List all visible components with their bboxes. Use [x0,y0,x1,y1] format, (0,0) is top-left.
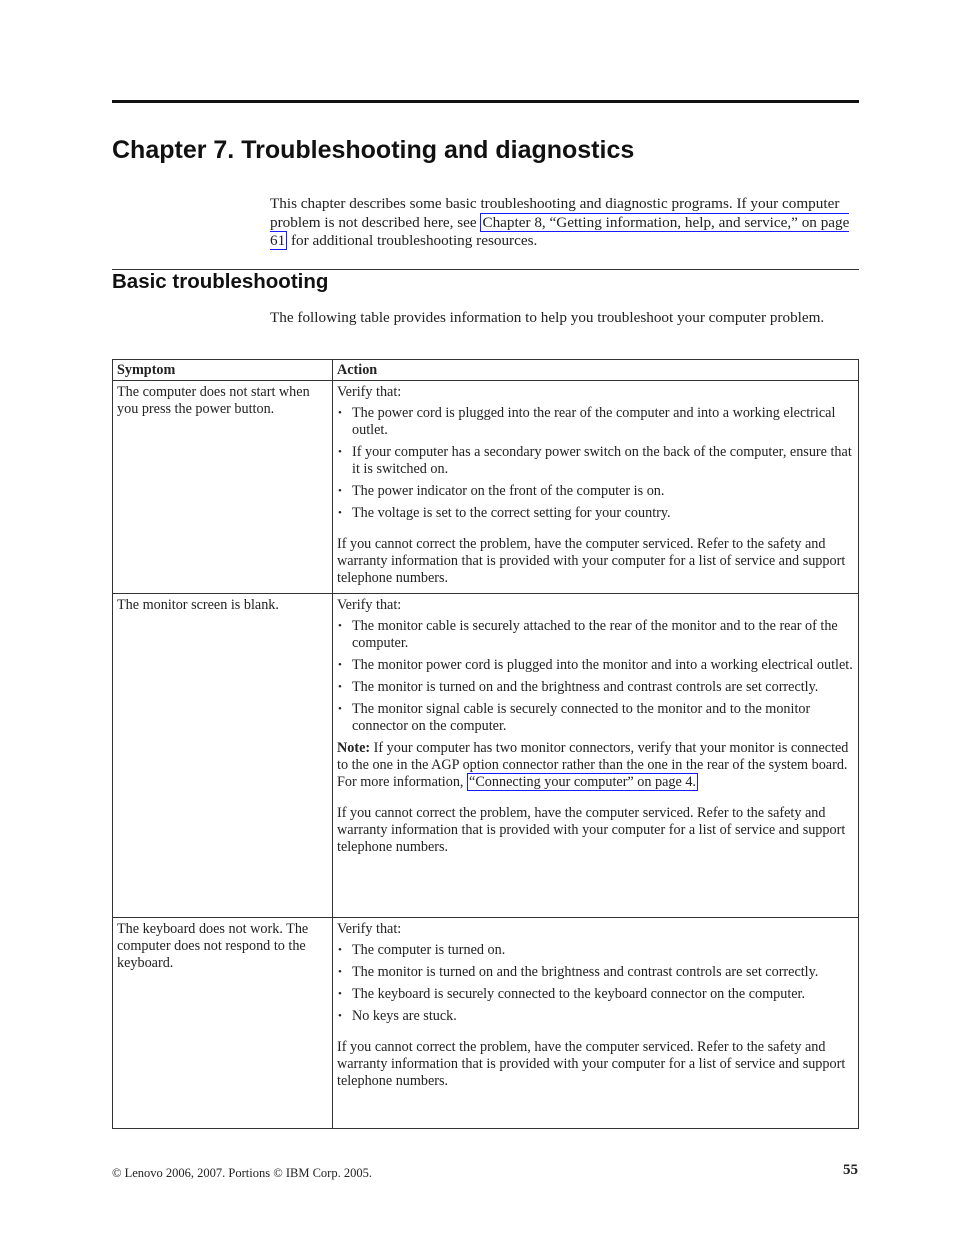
action-cell [333,381,859,594]
list-item: • The power cord is plugged into the rear of the computer and into a working electrical outlet. [337,405,854,439]
chapter-title: Chapter 7. Troubleshooting and diagnostics [112,136,635,164]
list-item: • The voltage is set to the correct setting for your country. [337,505,854,522]
section-title: Basic troubleshooting [112,270,329,293]
list-item: • The keyboard is securely connected to the keyboard connector on the computer. [337,986,854,1003]
symptom-cell: The monitor screen is blank. [113,594,333,918]
chapter-8-link[interactable]: Chapter 8, “Getting information, help, and service,” on page 61 [270,213,850,249]
list-item: • The monitor cable is securely attached to the rear of the monitor and to the rear of the computer. [337,618,854,652]
note-label: Note: [337,740,371,756]
list-item: • The computer is turned on. [337,942,854,959]
verify-label: Verify that: [337,597,402,613]
list-item: • No keys are stuck. [337,1008,854,1025]
note [337,740,854,791]
intro-paragraph [270,195,860,251]
table-row [113,594,859,918]
intro-text-end: for additional troubleshooting resources. [287,232,538,249]
list-item: • The power indicator on the front of the computer is on. [337,483,854,500]
action-cell [333,594,859,918]
table-row [113,918,859,1129]
page-number: 55 [843,1162,858,1178]
verify-label: Verify that: [337,921,402,937]
action-cell [333,918,859,1129]
intro-text: This chapter describes some basic troubleshooting and diagnostic programs. If your computer problem is not described here, see [270,195,840,231]
symptom-cell: The keyboard does not work. The computer does not respond to the keyboard. [113,918,333,1129]
service-note: If you cannot correct the problem, have the computer serviced. Refer to the safety and warranty information that is provided with your computer for a list of service and support telephone numbers. [337,536,846,586]
top-rule [112,100,859,103]
troubleshooting-table [112,359,859,1129]
list-item: • The monitor is turned on and the brightness and contrast controls are set correctly. [337,964,854,981]
verify-label: Verify that: [337,384,402,400]
check-list [337,405,854,522]
service-note: If you cannot correct the problem, have the computer serviced. Refer to the safety and warranty information that is provided with your computer for a list of service and support telephone numbers. [337,1039,846,1089]
header-symptom: Symptom [113,360,333,381]
list-item: • The monitor power cord is plugged into the monitor and into a working electrical outlet. [337,657,854,674]
note-text: If your computer has two monitor connectors, verify that your monitor is connected to the one in the AGP option connector rather than the one in the rear of the system board. For more information, [337,740,849,790]
table-row [113,381,859,594]
service-note: If you cannot correct the problem, have the computer serviced. Refer to the safety and warranty information that is provided with your computer for a list of service and support telephone numbers. [337,805,846,855]
list-item: • If your computer has a secondary power switch on the back of the computer, ensure that it is switched on. [337,444,854,478]
list-item: • The monitor is turned on and the brightness and contrast controls are set correctly. [337,679,854,696]
check-list [337,618,854,735]
header-action: Action [333,360,859,381]
copyright: © Lenovo 2006, 2007. Portions © IBM Corp. 2005. [112,1166,372,1180]
section-lead: The following table provides information to help you troubleshoot your computer problem. [270,309,825,326]
list-item: • The monitor signal cable is securely connected to the monitor and to the monitor connector on the computer. [337,701,854,735]
symptom-cell: The computer does not start when you press the power button. [113,381,333,594]
check-list [337,942,854,1025]
table-header [113,360,859,381]
connecting-computer-link[interactable]: “Connecting your computer” on page 4. [469,774,696,790]
